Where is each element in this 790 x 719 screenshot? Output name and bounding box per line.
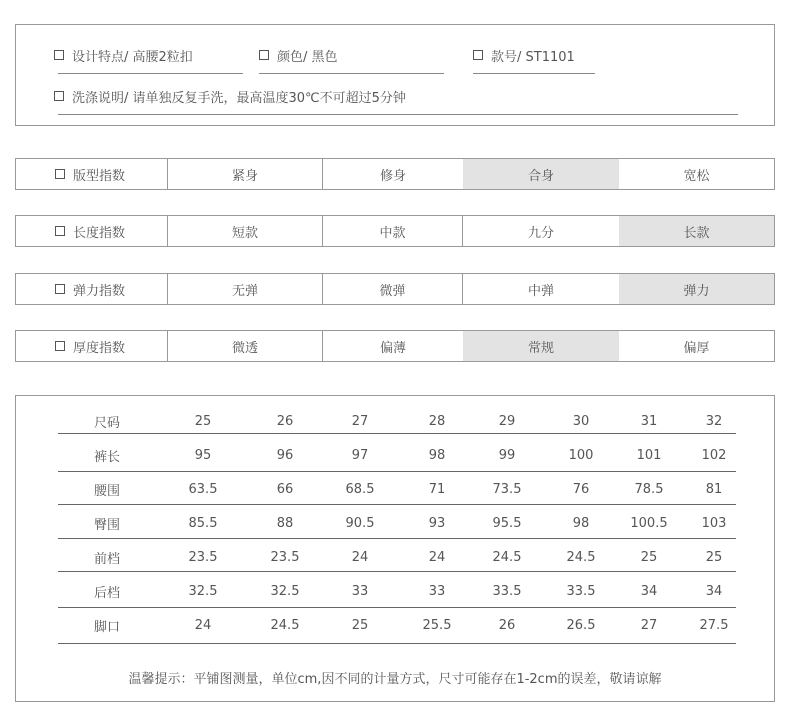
table-cell: 24.5 xyxy=(270,617,300,633)
table-cell: 32.5 xyxy=(188,583,218,599)
index-label-text: 弹力指数 xyxy=(73,283,126,299)
table-cell: 85.5 xyxy=(188,515,218,531)
table-cell: 76 xyxy=(572,481,590,497)
index-row-2 xyxy=(15,215,775,247)
index-option: 短款 xyxy=(168,216,323,246)
table-cell: 90.5 xyxy=(345,515,375,531)
table-cell: 33.5 xyxy=(492,583,522,599)
table-cell: 34 xyxy=(705,583,723,599)
index-row-4 xyxy=(15,330,775,362)
index-option: 修身 xyxy=(379,168,406,184)
index-option: 九分 xyxy=(527,225,554,241)
measurement-name: 裤长 xyxy=(94,449,121,465)
row-divider xyxy=(58,607,736,608)
checkbox-icon xyxy=(473,50,483,60)
table-row xyxy=(58,608,736,642)
size-header-cell: 29 xyxy=(498,413,516,429)
size-header-cell: 27 xyxy=(351,413,369,429)
index-label-text: 版型指数 xyxy=(73,168,126,184)
row-divider xyxy=(58,538,736,539)
size-header-cell: 25 xyxy=(194,413,212,429)
table-cell: 100.5 xyxy=(630,515,668,531)
table-cell: 88 xyxy=(276,515,294,531)
table-row xyxy=(58,574,736,608)
table-cell: 95.5 xyxy=(492,515,522,531)
table-cell: 99 xyxy=(498,447,516,463)
table-cell: 25 xyxy=(640,549,658,565)
index-option: 偏薄 xyxy=(379,340,406,356)
row-divider xyxy=(58,571,736,572)
table-cell: 98 xyxy=(428,447,446,463)
index-option: 微透 xyxy=(168,331,323,361)
table-cell: 27 xyxy=(640,617,658,633)
table-cell: 73.5 xyxy=(492,481,522,497)
index-row-1 xyxy=(15,158,775,190)
table-cell: 25 xyxy=(705,549,723,565)
table-cell: 33 xyxy=(351,583,369,599)
index-option-selected: 常规 xyxy=(463,331,619,361)
index-option: 微弹 xyxy=(323,274,463,304)
checkbox-icon xyxy=(55,169,65,179)
checkbox-icon xyxy=(55,284,65,294)
index-option: 中弹 xyxy=(527,283,554,299)
size-header-cell: 28 xyxy=(428,413,446,429)
table-cell: 100 xyxy=(568,447,594,463)
row-divider xyxy=(58,433,736,434)
index-label xyxy=(16,274,168,304)
index-label xyxy=(16,331,168,361)
table-cell: 78.5 xyxy=(634,481,664,497)
checkbox-icon xyxy=(55,226,65,236)
divider xyxy=(473,73,595,74)
size-header-cell: 31 xyxy=(640,413,658,429)
divider xyxy=(58,73,243,74)
checkbox-icon xyxy=(259,50,269,60)
index-option-selected: 合身 xyxy=(463,159,619,189)
index-option-selected: 弹力 xyxy=(619,274,774,304)
size-header-cell: 32 xyxy=(705,413,723,429)
table-cell: 97 xyxy=(351,447,369,463)
index-row-3 xyxy=(15,273,775,305)
table-cell: 103 xyxy=(701,515,727,531)
table-cell: 33.5 xyxy=(566,583,596,599)
size-header-cell: 26 xyxy=(276,413,294,429)
table-cell: 25 xyxy=(351,617,369,633)
table-cell: 26.5 xyxy=(566,617,596,633)
row-divider xyxy=(58,643,736,644)
size-header-cell: 30 xyxy=(572,413,590,429)
table-cell: 93 xyxy=(428,515,446,531)
table-cell: 32.5 xyxy=(270,583,300,599)
color-info-text: 颜色/ 黑色 xyxy=(277,49,338,65)
table-cell: 102 xyxy=(701,447,727,463)
table-cell: 24 xyxy=(194,617,212,633)
design-feature xyxy=(54,44,193,66)
checkbox-icon xyxy=(54,50,64,60)
table-cell: 26 xyxy=(498,617,516,633)
table-cell: 71 xyxy=(428,481,446,497)
style-number xyxy=(473,44,575,66)
index-option: 无弹 xyxy=(168,274,323,304)
index-label xyxy=(16,216,168,246)
measurement-name: 臀围 xyxy=(94,517,121,533)
index-label-text: 长度指数 xyxy=(73,225,126,241)
product-info-box xyxy=(15,24,775,126)
index-option: 紧身 xyxy=(168,159,323,189)
row-divider xyxy=(58,504,736,505)
table-row xyxy=(58,506,736,540)
design-feature-text: 设计特点/ 高腰2粒扣 xyxy=(72,49,193,65)
table-row xyxy=(58,472,736,506)
table-cell: 24.5 xyxy=(566,549,596,565)
measurement-name: 前档 xyxy=(94,551,121,567)
index-option: 中款 xyxy=(323,216,463,246)
table-cell: 34 xyxy=(640,583,658,599)
index-option: 宽松 xyxy=(683,168,710,184)
table-cell: 23.5 xyxy=(270,549,300,565)
table-cell: 96 xyxy=(276,447,294,463)
table-cell: 81 xyxy=(705,481,723,497)
table-cell: 98 xyxy=(572,515,590,531)
checkbox-icon xyxy=(55,341,65,351)
measurement-name: 脚口 xyxy=(94,619,121,635)
table-cell: 24 xyxy=(428,549,446,565)
row-divider xyxy=(58,471,736,472)
table-cell: 24 xyxy=(351,549,369,565)
style-number-text: 款号/ ST1101 xyxy=(491,49,575,65)
table-cell: 33 xyxy=(428,583,446,599)
checkbox-icon xyxy=(54,91,64,101)
divider xyxy=(259,73,444,74)
index-label-text: 厚度指数 xyxy=(73,340,126,356)
measurement-name: 腰围 xyxy=(94,483,121,499)
table-cell: 66 xyxy=(276,481,294,497)
table-cell: 95 xyxy=(194,447,212,463)
table-row xyxy=(58,540,736,574)
table-cell: 27.5 xyxy=(699,617,729,633)
index-label xyxy=(16,159,168,189)
wash-instructions xyxy=(54,85,406,107)
table-cell: 101 xyxy=(636,447,662,463)
table-cell: 23.5 xyxy=(188,549,218,565)
table-cell: 25.5 xyxy=(422,617,452,633)
index-option-selected: 长款 xyxy=(619,216,774,246)
measurement-note: 温馨提示：平铺图测量，单位cm,因不同的计量方式，尺寸可能存在1-2cm的误差，敬请谅解 xyxy=(128,672,662,687)
size-header-label: 尺码 xyxy=(94,415,121,431)
divider xyxy=(58,114,738,115)
size-table xyxy=(15,395,775,702)
table-cell: 24.5 xyxy=(492,549,522,565)
color-info xyxy=(259,44,338,66)
measurement-name: 后档 xyxy=(94,585,121,601)
index-option: 偏厚 xyxy=(683,340,710,356)
wash-instructions-text: 洗涤说明/ 请单独反复手洗，最高温度30℃不可超过5分钟 xyxy=(72,90,406,106)
table-row xyxy=(58,438,736,472)
table-cell: 63.5 xyxy=(188,481,218,497)
table-cell: 68.5 xyxy=(345,481,375,497)
